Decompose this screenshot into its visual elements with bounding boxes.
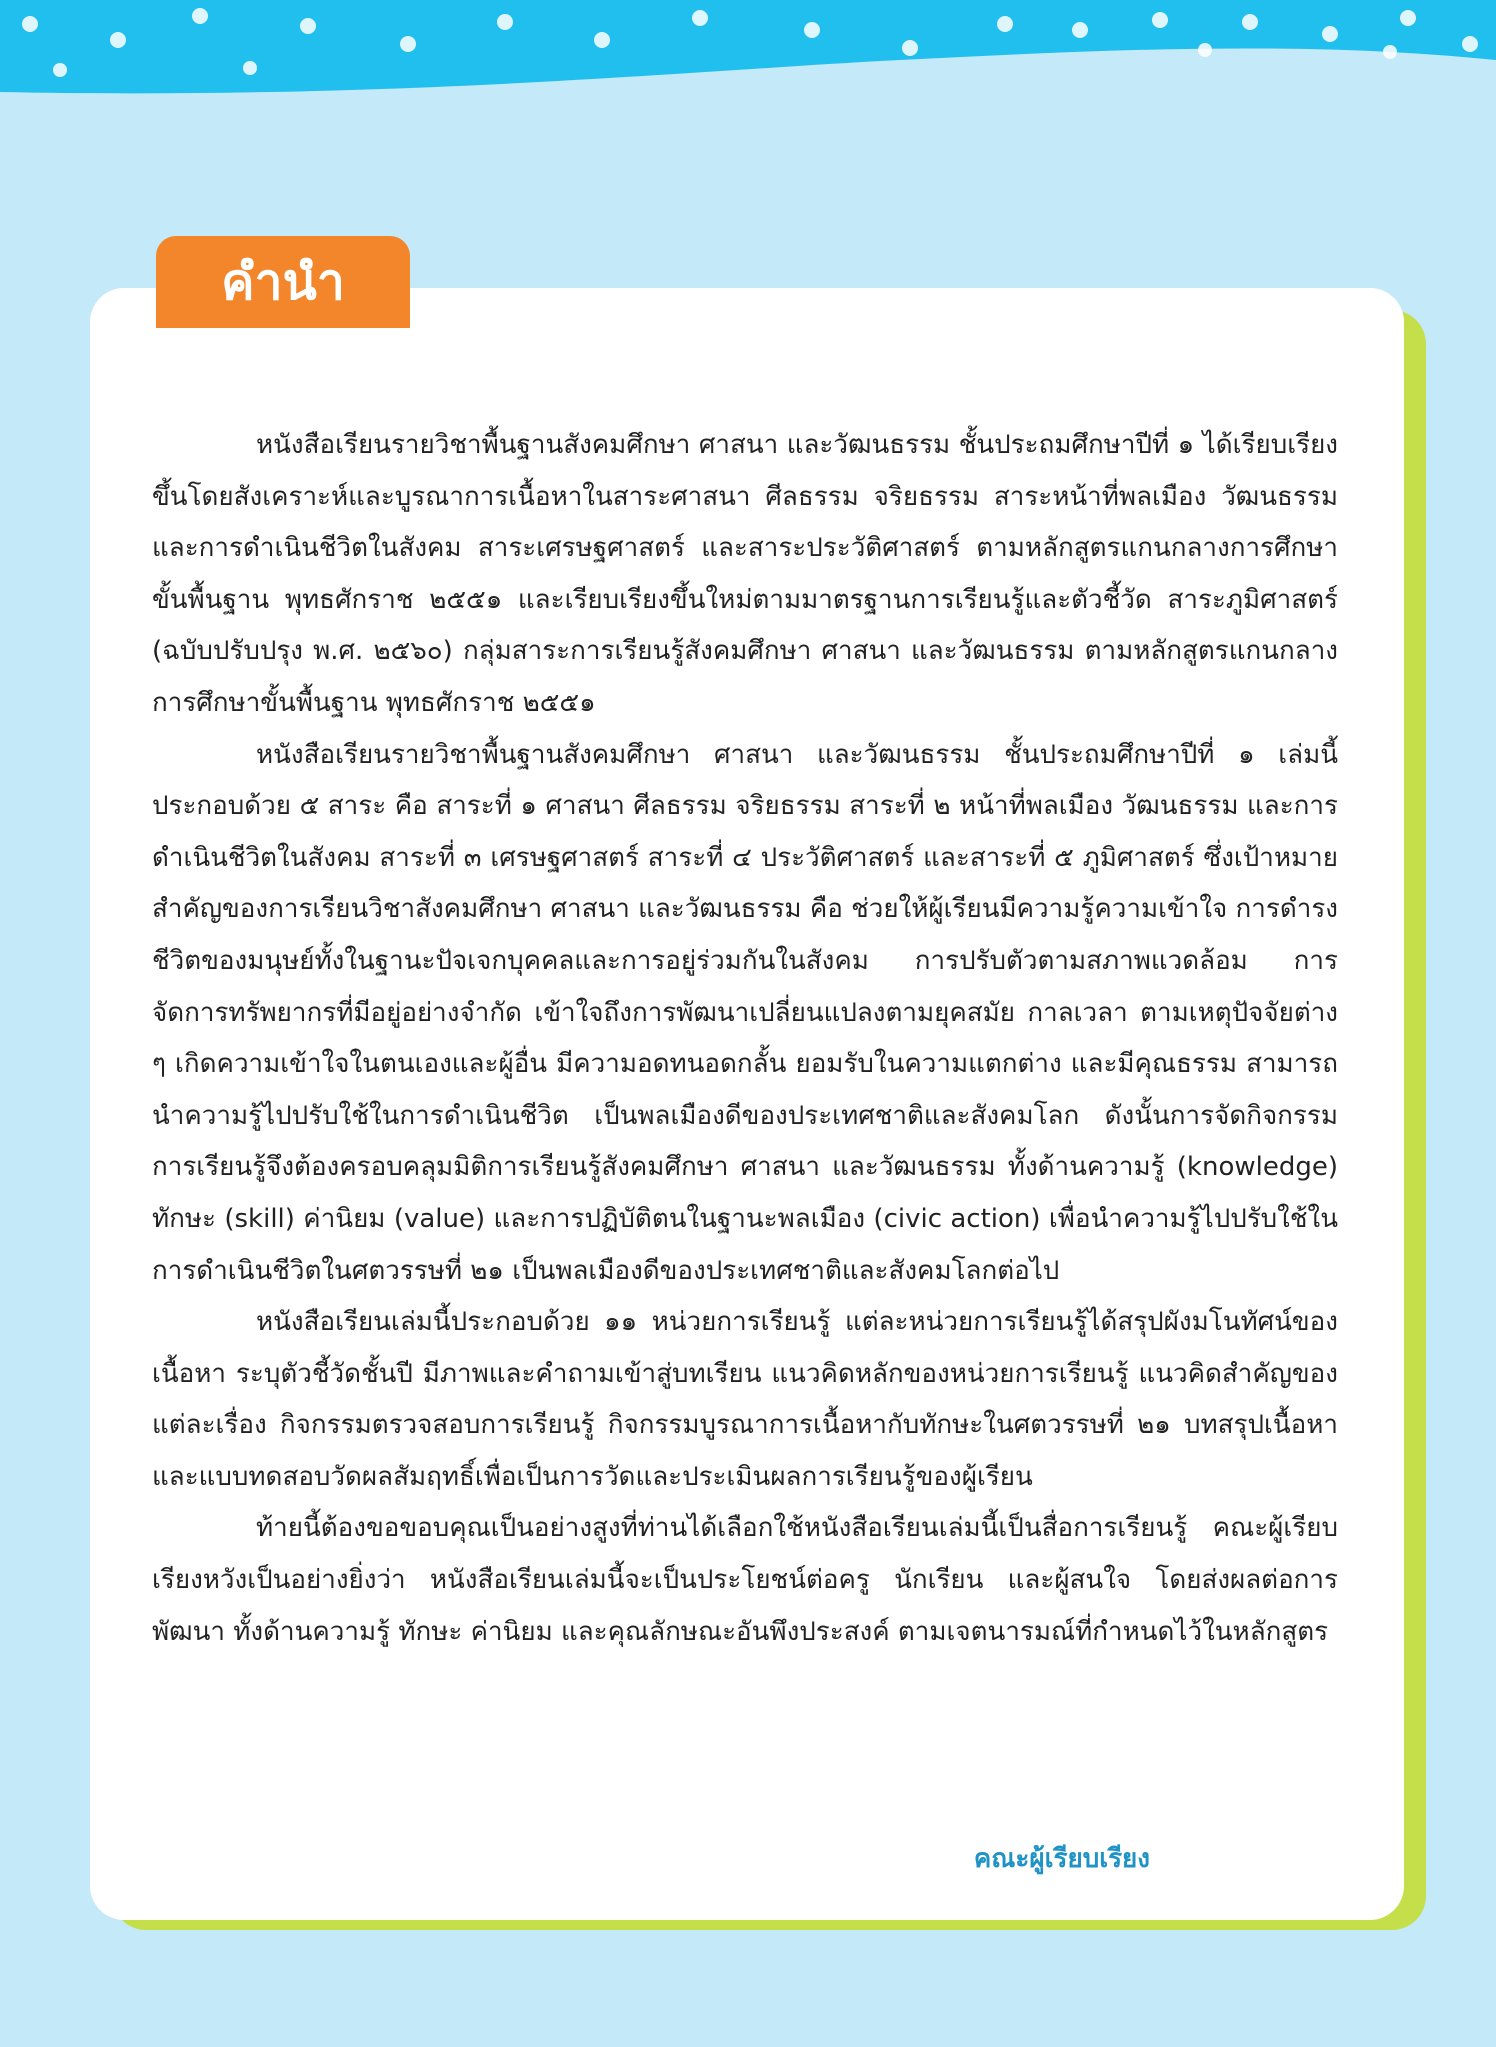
paragraph-3: หนังสือเรียนเล่มนี้ประกอบด้วย ๑๑ หน่วยการเรียนรู้ แต่ละหน่วยการเรียนรู้ได้สรุปผังมโนทัศน์ของเนื้อหา ระบุตัวชี้วัดชั้นปี มีภาพและคำถามเข้าสู่บทเรียน แนวคิดหลักของหน่วยการเรียนรู้ แนวคิดสำคัญของแต่ละเรื่อง กิจกรรมตรวจสอบการเรียนรู้ กิจกรรมบูรณาการเนื้อหากับทักษะในศตวรรษที่ ๒๑ บทสรุปเนื้อหา และแบบทดสอบวัดผลสัมฤทธิ์เพื่อเป็นการวัดและประเมินผลการเรียนรู้ของผู้เรียน [152,1307,1338,1492]
paragraph-1: หนังสือเรียนรายวิชาพื้นฐานสังคมศึกษา ศาสนา และวัฒนธรรม ชั้นประถมศึกษาปีที่ ๑ ได้เรียบเรียงขึ้นโดยสังเคราะห์และบูรณาการเนื้อหาในสาระศาสนา ศีลธรรม จริยธรรม สาระหน้าที่พลเมือง วัฒนธรรม และการดำเนินชีวิตในสังคม สาระเศรษฐศาสตร์ และสาระประวัติศาสตร์ ตามหลักสูตรแกนกลางการศึกษาขั้นพื้นฐาน พุทธศักราช ๒๕๕๑ และเรียบเรียงขึ้นใหม่ตามมาตรฐานการเรียนรู้และตัวชี้วัด สาระภูมิศาสตร์ (ฉบับปรับปรุง พ.ศ. ๒๕๖๐) กลุ่มสาระการเรียนรู้สังคมศึกษา ศาสนา และวัฒนธรรม ตามหลักสูตรแกนกลางการศึกษาขั้นพื้นฐาน พุทธศักราช ๒๕๕๑ [152,430,1339,718]
paragraph-2: หนังสือเรียนรายวิชาพื้นฐานสังคมศึกษา ศาสนา และวัฒนธรรม ชั้นประถมศึกษาปีที่ ๑ เล่มนี้ ประกอบด้วย ๕ สาระ คือ สาระที่ ๑ ศาสนา ศีลธรรม จริยธรรม สาระที่ ๒ หน้าที่พลเมือง วัฒนธรรม และการดำเนินชีวิตในสังคม สาระที่ ๓ เศรษฐศาสตร์ สาระที่ ๔ ประวัติศาสตร์ และสาระที่ ๕ ภูมิศาสตร์ ซึ่งเป้าหมายสำคัญของการเรียนวิชาสังคมศึกษา ศาสนา และวัฒนธรรม คือ ช่วยให้ผู้เรียนมีความรู้ความเข้าใจ การดำรงชีวิตของมนุษย์ทั้งในฐานะปัจเจกบุคคลและการอยู่ร่วมกันในสังคม การปรับตัวตามสภาพแวดล้อม การจัดการทรัพยากรที่มีอยู่อย่างจำกัด เข้าใจถึงการพัฒนาเปลี่ยนแปลงตามยุคสมัย กาลเวลา ตามเหตุปัจจัยต่าง ๆ เกิดความเข้าใจในตนเองและผู้อื่น มีความอดทนอดกลั้น ยอมรับในความแตกต่าง และมีคุณธรรม สามารถนำความรู้ไปปรับใช้ในการดำเนินชีวิต เป็นพลเมืองดีของประเทศชาติและสังคมโลก ดังนั้นการจัดกิจกรรมการเรียนรู้จึงต้องครอบคลุมมิติการเรียนรู้สังคมศึกษา ศาสนา และวัฒนธรรม ทั้งด้านความรู้ (knowledge) ทักษะ (skill) ค่านิยม (value) และการปฏิบัติตนในฐานะพลเมือง (civic action) เพื่อนำความรู้ไปปรับใช้ในการดำเนินชีวิตในศตวรรษที่ ๒๑ เป็นพลเมืองดีของประเทศชาติและสังคมโลกต่อไป [152,739,1338,1286]
preface-body [152,420,1338,1658]
top-dotted-band [0,0,1496,110]
dotted-wave-decoration [0,0,1496,110]
paragraph-4: ท้ายนี้ต้องขอขอบคุณเป็นอย่างสูงที่ท่านได้เลือกใช้หนังสือเรียนเล่มนี้เป็นสื่อการเรียนรู้ คณะผู้เรียบเรียงหวังเป็นอย่างยิ่งว่า หนังสือเรียนเล่มนี้จะเป็นประโยชน์ต่อครู นักเรียน และผู้สนใจ โดยส่งผลต่อการพัฒนา ทั้งด้านความรู้ ทักษะ ค่านิยม และคุณลักษณะอันพึงประสงค์ ตามเจตนารมณ์ที่กำหนดไว้ในหลักสูตร [152,1513,1338,1647]
title-tab [156,236,410,328]
page-title: คำนำ [221,253,345,311]
signature: คณะผู้เรียบเรียง [973,1844,1150,1874]
